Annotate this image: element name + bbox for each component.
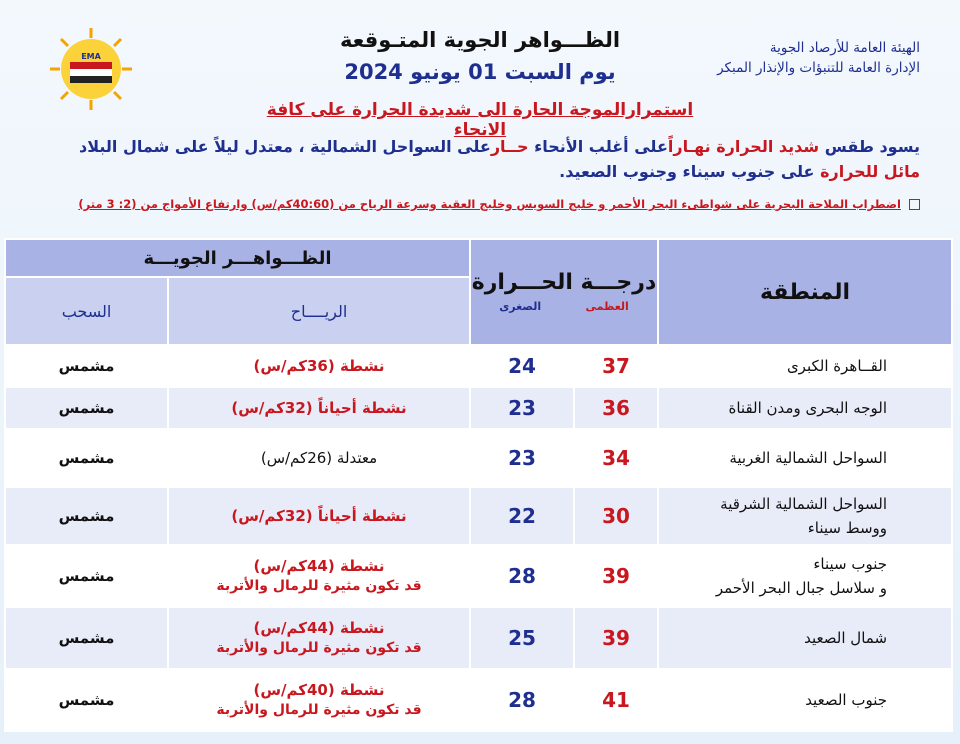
region-cell [658,487,952,545]
temp-max-cell: 34 [574,429,658,487]
region-cell: جنوب الصعيد [658,669,952,731]
bullet-box-icon [909,199,920,210]
temp-max-cell: 30 [574,487,658,545]
temp-min-cell: 28 [470,545,574,607]
wind-cell: نشطة أحياناً (32كم/س) [168,387,470,429]
summary-part: شديد الحرارة نهـاراً [667,137,820,156]
wind-line-1: نشطة (44كم/س) [253,557,385,575]
org-name [717,38,920,78]
wind-cell [168,669,470,731]
org-line-2: الإدارة العامة للتنبؤات والإنذار المبكر [717,60,920,76]
temp-header [470,239,658,345]
temp-min-label: الصغرى [499,299,542,313]
temp-min-cell: 22 [470,487,574,545]
temp-sub-labels [471,298,657,317]
wind-line-2: قد تكون مثيرة للرمال والأتربة [216,640,422,656]
table-row [5,387,952,429]
table-row [5,607,952,669]
temp-min-cell: 23 [470,429,574,487]
wind-line-1: نشطة (44كم/س) [253,619,385,637]
cloud-cell: مشمس [5,387,168,429]
ema-logo [48,26,134,112]
region-cell [658,545,952,607]
table-row [5,429,952,487]
phenomena-header: الظـــواهـــر الجويـــة [5,239,470,277]
region-line-1: السواحل الشمالية الشرقية [720,495,888,513]
table-row [5,487,952,545]
wind-line-2: قد تكون مثيرة للرمال والأتربة [216,578,422,594]
region-line-2: و سلاسل جبال البحر الأحمر [715,579,888,597]
temp-min-cell: 23 [470,387,574,429]
temp-min-cell: 25 [470,607,574,669]
summary-part: على جنوب سيناء وجنوب الصعيد. [559,162,821,181]
temp-max-cell: 41 [574,669,658,731]
wind-header: الريــــاح [168,277,470,345]
org-line-1: الهيئة العامة للأرصاد الجوية [769,40,920,56]
temp-max-cell: 39 [574,607,658,669]
logo-text: EMA [81,52,101,61]
region-cell: السواحل الشمالية الغربية [658,429,952,487]
wind-cell [168,607,470,669]
cloud-cell: مشمس [5,345,168,387]
headline: استمرارالموجة الحارة الى شديدة الحرارة على كافة الانحاء [266,100,694,140]
table-row [5,669,952,731]
region-line-2: ووسط سيناء [807,519,888,537]
wind-cell: معتدلة (26كم/س) [168,429,470,487]
summary-paragraph [40,134,920,184]
summary-part: على السواحل الشمالية ، معتدل ليلاً على شمال البلاد [79,137,491,156]
summary-part: حــار [490,137,529,156]
table-row [5,345,952,387]
cloud-cell: مشمس [5,545,168,607]
temp-min-cell: 24 [470,345,574,387]
region-line-1: جنوب سيناء [813,555,888,573]
temp-max-cell: 36 [574,387,658,429]
temp-min-cell: 28 [470,669,574,731]
forecast-table [4,238,953,732]
wind-cell: نشطة (36كم/س) [168,345,470,387]
cloud-cell: مشمس [5,607,168,669]
marine-note-text: اضطراب الملاحة البحرية على شواطىء البحر الأحمر و خليج السويس وخليج العقبة وسرعة الرياح من (40:60كم/س) وارتفاع الأمواج من (2: 3 متر) [78,197,901,211]
page-title: الظـــواهر الجوية المتـوقعة [339,28,621,52]
wind-cell: نشطة أحياناً (32كم/س) [168,487,470,545]
cloud-cell: مشمس [5,487,168,545]
cloud-cell: مشمس [5,429,168,487]
summary-part: مائل للحرارة [820,162,920,181]
cloud-cell: مشمس [5,669,168,731]
table-row [5,545,952,607]
temp-max-cell: 39 [574,545,658,607]
wind-line-1: نشطة (40كم/س) [253,681,385,699]
summary-part: على أغلب الأنحاء [528,137,668,156]
wind-line-2: قد تكون مثيرة للرمال والأتربة [216,702,422,718]
forecast-date: يوم السبت 01 يونيو 2024 [344,60,616,84]
region-cell: القــاهرة الكبرى [658,345,952,387]
temp-header-label: درجـــة الحـــرارة [471,269,657,295]
region-header: المنطقة [658,239,952,345]
marine-note [40,197,920,211]
region-cell: شمال الصعيد [658,607,952,669]
temp-max-label: العظمى [585,299,629,313]
region-cell: الوجه البحرى ومدن القناة [658,387,952,429]
wind-cell [168,545,470,607]
cloud-header: السحب [5,277,168,345]
summary-part: يسود طقس [819,137,920,156]
temp-max-cell: 37 [574,345,658,387]
